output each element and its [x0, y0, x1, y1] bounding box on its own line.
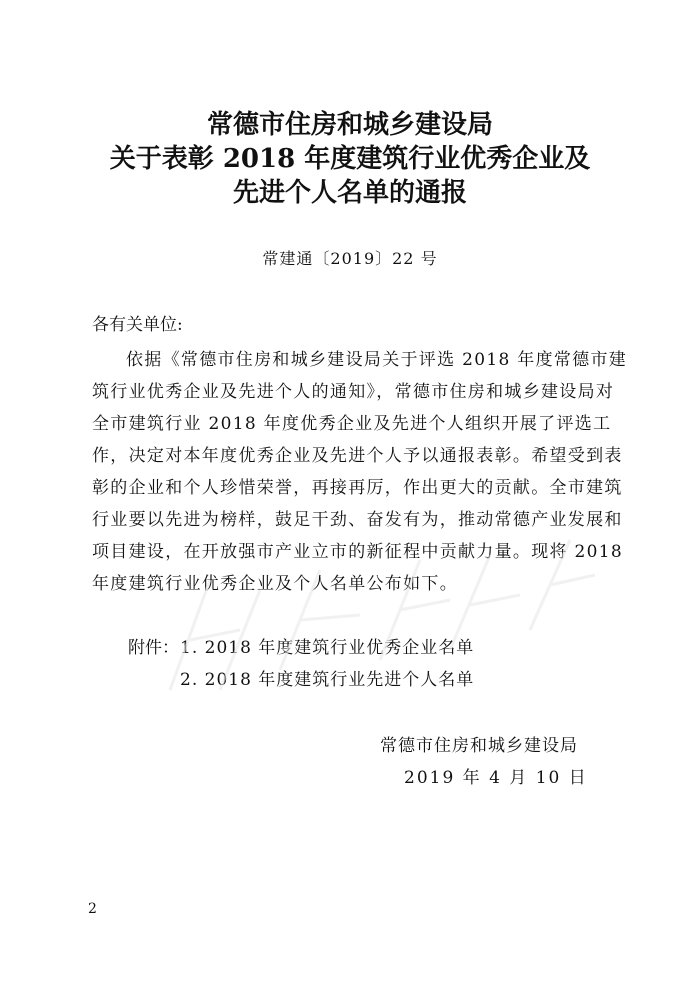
- body-line: 行业要以先进为榜样，鼓足干劲、奋发有为，推动常德产业发展和: [92, 510, 623, 530]
- title-line-1: 常德市住房和城乡建设局: [206, 110, 493, 140]
- body-line: 项目建设，在开放强市产业立市的新征程中贡献力量。现将 2018: [92, 542, 623, 562]
- body-line: 年度建筑行业优秀企业及个人名单公布如下。: [92, 574, 458, 594]
- signature-organization: 常德市住房和城乡建设局: [380, 736, 578, 756]
- body-line: 彰的企业和个人珍惜荣誉，再接再厉，作出更大的贡献。全市建筑: [92, 478, 623, 498]
- document-number: 常建通〔2019〕22 号: [262, 249, 438, 268]
- title-line-2: 关于表彰 2018 年度建筑行业优秀企业及: [109, 144, 591, 174]
- title-line-3: 先进个人名单的通报: [232, 178, 467, 208]
- attachment-item-1: 1. 2018 年度建筑行业优秀企业名单: [180, 638, 475, 658]
- body-line: 依据《常德市住房和城乡建设局关于评选 2018 年度常德市建: [126, 350, 628, 370]
- body-line: 全市建筑行业 2018 年度优秀企业及先进个人组织开展了评选工: [92, 414, 612, 434]
- greeting: 各有关单位:: [92, 315, 183, 335]
- page-number: 2: [88, 901, 97, 917]
- signature-date: 2019 年 4 月 10 日: [404, 768, 588, 788]
- attachment-item-2: 2. 2018 年度建筑行业先进个人名单: [180, 670, 475, 690]
- attachments-label: 附件：: [128, 638, 179, 658]
- body-line: 筑行业优秀企业及先进个人的通知》，常德市住房和城乡建设局对: [92, 382, 615, 402]
- body-line: 作，决定对本年度优秀企业及先进个人予以通报表彰。希望受到表: [92, 446, 623, 466]
